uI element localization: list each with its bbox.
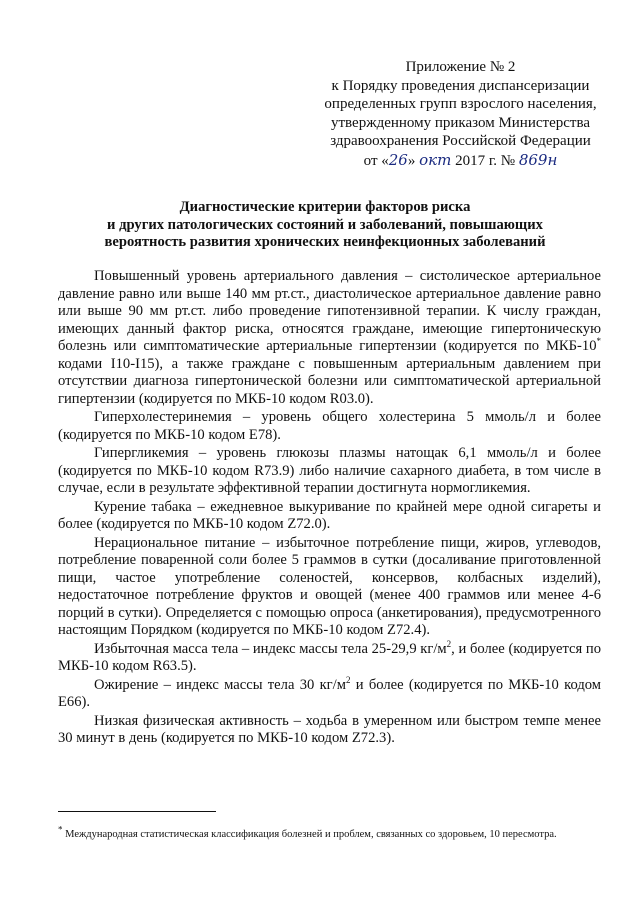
footnote [58, 824, 603, 841]
paragraph-nutrition: Нерациональное питание – избыточное потребление пищи, жиров, углеводов, потребление поваренной соли более 5 граммов в сутки (досаливание приготовленной пищи, частое употребление соленостей, консервов, колбасных изделий), недостаточное потребление фруктов и овощей (менее 400 граммов или менее 4-6 порций в сутки). Определяется с помощью опроса (анкетирования), предусмотренного настоящим Порядком (кодируется по МКБ-10 кодом Z72.4). [58, 534, 601, 638]
title-line-3: вероятность развития хронических неинфекционных заболеваний [104, 234, 546, 251]
appendix-number: Приложение № 2 [405, 59, 516, 75]
paragraph-glycemia: Гипергликемия – уровень глюкозы плазмы натощак 6,1 ммоль/л и более (кодируется по МКБ-10 кодом R73.9) либо наличие сахарного диабета, в том числе в случае, если в результате эффективной терапии достигнута нормогликемия. [58, 445, 601, 496]
footnote-divider [58, 811, 216, 812]
superscript: 2 [446, 638, 452, 649]
paragraph-obesity [58, 674, 602, 712]
paragraph-overweight [58, 638, 601, 676]
title-line-2: и других патологических состояний и заболеваний, повышающих [107, 216, 543, 233]
footnote-marker: * [58, 824, 63, 835]
footnote-text: Международная статистическая классификация болезней и проблем, связанных со здоровьем, 10 пересмотра. [62, 829, 557, 840]
paragraph-text: Повышенный уровень артериального давления – систолическое артериальное давление равно или выше 140 мм рт.ст., диастолическое артериальное давление равно или выше 90 мм рт.ст. либо проведение гипотензивной терапии. К числу граждан, имеющих данный фактор риска, относятся граждане, имеющие гипертоническую болезнь или симптоматические артериальные гипертензии (кодируется по МКБ-10 [58, 268, 601, 354]
document-body [58, 268, 601, 749]
paragraph-physical-activity: Низкая физическая активность – ходьба в умеренном или быстром темпе менее 30 минут в день (кодируется по МКБ-10 кодом Z72.3). [58, 712, 601, 746]
header-line-approved: утвержденному приказом Министерства [331, 114, 590, 131]
paragraph-text: кодами I10-I15), а также граждане с повышенным артериальным давлением при отсутствии диагноза гипертонической болезни или симптоматической артериальной гипертензии (кодируется по МКБ-10 кодом R03.0). [58, 355, 601, 407]
title-line-1: Диагностические критерии факторов риска [179, 199, 471, 215]
date-prefix: от [363, 152, 378, 169]
paragraph-cholesterol: Гиперхолестеринемия – уровень общего холестерина 5 ммоль/л и более (кодируется по МКБ-10 кодом E78). [58, 409, 601, 443]
paragraph-smoking: Курение табака – ежедневное выкуривание по крайней мере одной сигареты и более (кодируется по МКБ-10 кодом Z72.0). [58, 498, 601, 532]
handwritten-number: 869н [518, 150, 558, 169]
header-line-order: к Порядку проведения диспансеризации [331, 77, 590, 94]
paragraph-blood-pressure [58, 268, 601, 408]
superscript: 2 [345, 674, 351, 685]
paragraph-text: Избыточная масса тела – индекс массы тела 25-29,9 кг/м [94, 640, 447, 657]
appendix-header [313, 58, 608, 171]
paragraph-text: , и более (кодируется по МКБ-10 кодом R63.5). [58, 640, 601, 674]
header-line-groups: определенных групп взрослого населения, [324, 96, 597, 113]
paragraph-text: Ожирение – индекс массы тела 30 кг/м [94, 676, 346, 693]
paragraph-text: и более (кодируется по МКБ-10 кодом E66). [58, 676, 602, 710]
date-year: 2017 г. [455, 152, 498, 169]
header-date-line: от «26» окт 2017 г. № 869н [363, 150, 558, 169]
number-label: № [500, 152, 516, 169]
header-line-ministry: здравоохранения Российской Федерации [330, 133, 591, 150]
handwritten-day: 26 [388, 150, 408, 169]
footnote-marker: * [596, 336, 601, 347]
document-title [40, 199, 610, 252]
handwritten-month: окт [419, 150, 452, 169]
